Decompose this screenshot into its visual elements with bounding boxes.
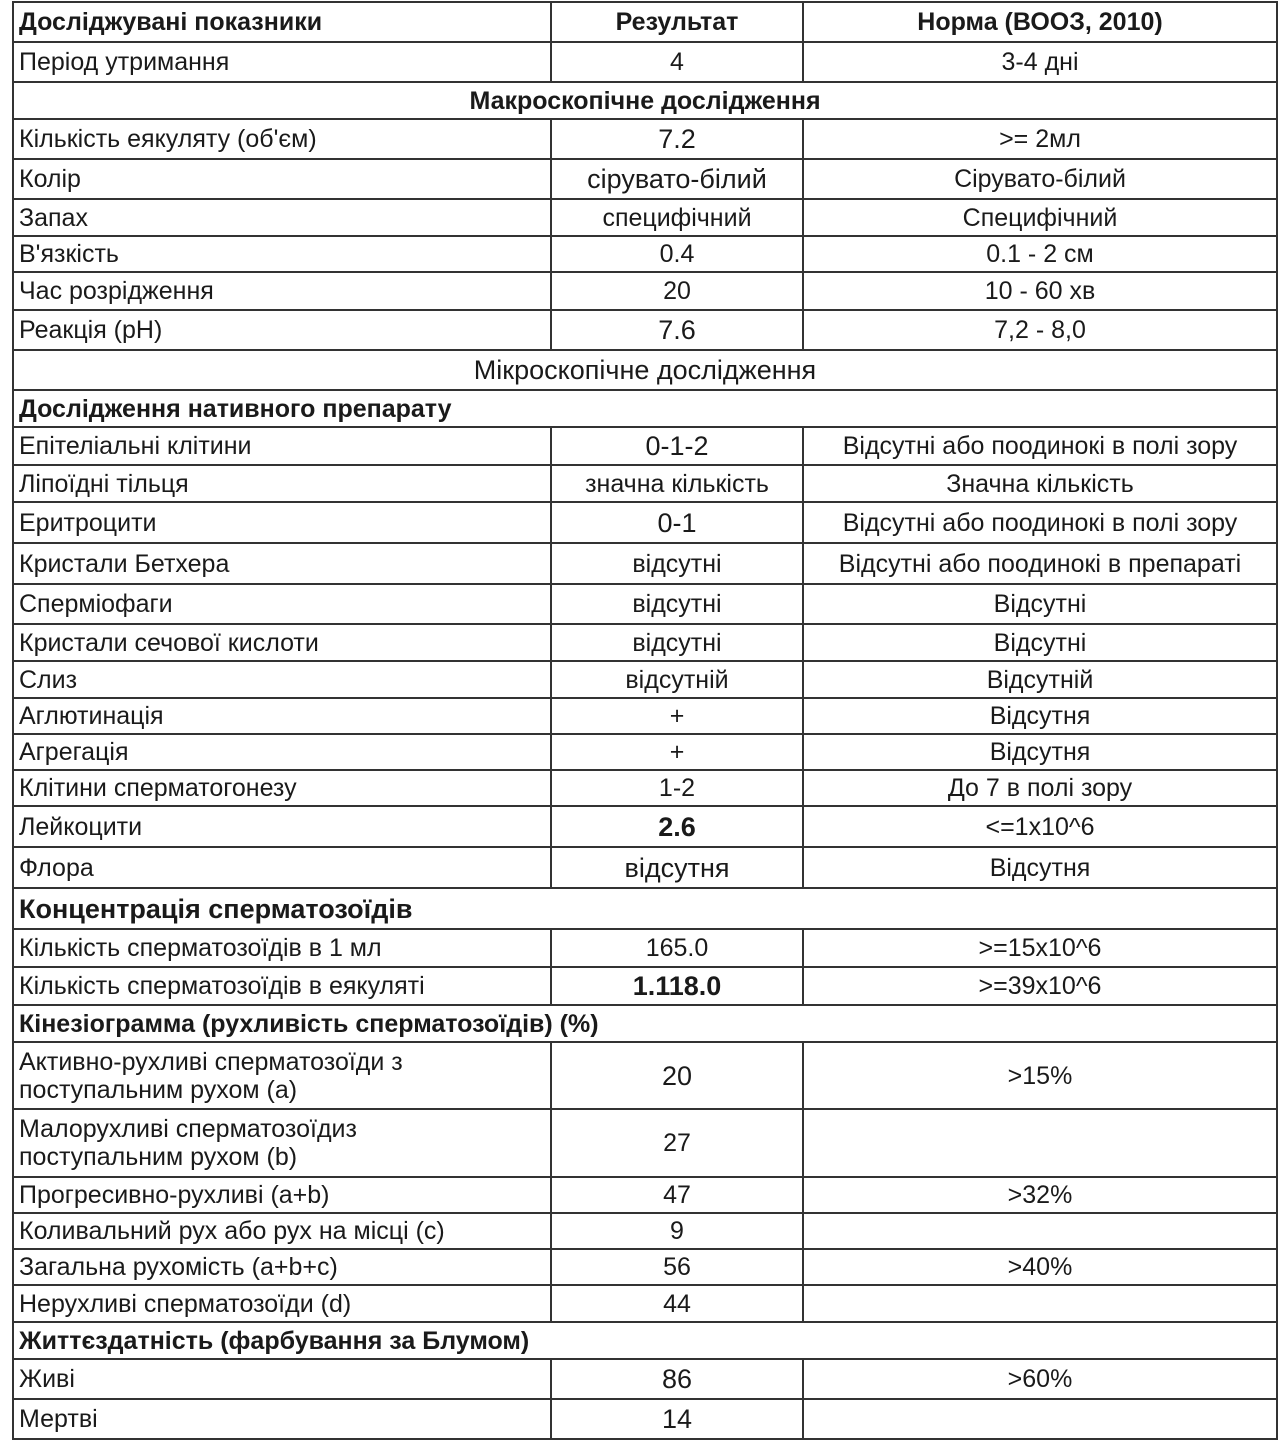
table-row bbox=[13, 967, 1277, 1005]
row-result: 0-1-2 bbox=[551, 427, 803, 465]
row-norm: Відсутні bbox=[803, 584, 1277, 624]
row-name: Ліпоїдні тільця bbox=[13, 465, 551, 502]
row-norm: >60% bbox=[803, 1359, 1277, 1399]
table-row bbox=[13, 847, 1277, 888]
row-result: 44 bbox=[551, 1285, 803, 1322]
row-result: 1-2 bbox=[551, 770, 803, 806]
table-row bbox=[13, 465, 1277, 502]
table-row bbox=[13, 502, 1277, 543]
header-result: Результат bbox=[551, 2, 803, 42]
table-row bbox=[13, 1359, 1277, 1399]
row-name: Агрегація bbox=[13, 734, 551, 770]
row-result: 9 bbox=[551, 1213, 803, 1249]
row-name: Еритроцити bbox=[13, 502, 551, 543]
row-name: Реакція (pH) bbox=[13, 310, 551, 350]
table-row bbox=[13, 1285, 1277, 1322]
table-row bbox=[13, 1042, 1277, 1109]
row-norm: До 7 в полі зору bbox=[803, 770, 1277, 806]
row-name: Живі bbox=[13, 1359, 551, 1399]
table-row bbox=[13, 584, 1277, 624]
table-row bbox=[13, 310, 1277, 350]
table-row bbox=[13, 543, 1277, 584]
row-name: Мертві bbox=[13, 1399, 551, 1439]
row-name: Запах bbox=[13, 199, 551, 236]
table-row bbox=[13, 1399, 1277, 1439]
row-result: 14 bbox=[551, 1399, 803, 1439]
section-viability bbox=[13, 1322, 1277, 1359]
row-name: Коливальний рух або рух на місці (c) bbox=[13, 1213, 551, 1249]
header-row bbox=[13, 2, 1277, 42]
section-kinesiogram bbox=[13, 1005, 1277, 1042]
table-row bbox=[13, 929, 1277, 967]
table-row bbox=[13, 236, 1277, 272]
row-norm: 3-4 дні bbox=[803, 42, 1277, 82]
section-concentration bbox=[13, 888, 1277, 929]
row-name: Загальна рухомість (a+b+c) bbox=[13, 1249, 551, 1285]
row-name: Кристали сечової кислоти bbox=[13, 624, 551, 661]
row-norm: Відсутні або поодинокі в полі зору bbox=[803, 427, 1277, 465]
row-name: В'язкість bbox=[13, 236, 551, 272]
row-result: відсутні bbox=[551, 543, 803, 584]
row-result: 56 bbox=[551, 1249, 803, 1285]
table-row bbox=[13, 1213, 1277, 1249]
section-micro-title: Мікроскопічне дослідження bbox=[13, 350, 1277, 390]
table-row bbox=[13, 734, 1277, 770]
row-name-line1: Активно-рухливі сперматозоїди з bbox=[19, 1047, 403, 1076]
row-norm bbox=[803, 1285, 1277, 1322]
row-norm: Відсутні bbox=[803, 624, 1277, 661]
section-macro bbox=[13, 82, 1277, 119]
row-result: 1.118.0 bbox=[551, 967, 803, 1005]
row-norm: Відсутня bbox=[803, 698, 1277, 734]
row-name: Кількість сперматозоїдів в еякуляті bbox=[13, 967, 551, 1005]
row-result: 27 bbox=[551, 1109, 803, 1177]
row-name: Час розрідження bbox=[13, 272, 551, 310]
table-row bbox=[13, 427, 1277, 465]
row-name: Клітини сперматогонезу bbox=[13, 770, 551, 806]
row-name: Кількість сперматозоїдів в 1 мл bbox=[13, 929, 551, 967]
table-row bbox=[13, 42, 1277, 82]
row-norm: Відсутній bbox=[803, 661, 1277, 698]
row-result: відсутні bbox=[551, 584, 803, 624]
table-row bbox=[13, 272, 1277, 310]
row-name: Аглютинація bbox=[13, 698, 551, 734]
row-result: відсутня bbox=[551, 847, 803, 888]
row-norm: >40% bbox=[803, 1249, 1277, 1285]
row-name: Слиз bbox=[13, 661, 551, 698]
row-result: 7.6 bbox=[551, 310, 803, 350]
row-norm: Відсутні або поодинокі в препараті bbox=[803, 543, 1277, 584]
table-row bbox=[13, 1249, 1277, 1285]
row-norm bbox=[803, 1213, 1277, 1249]
row-norm: >= 2мл bbox=[803, 119, 1277, 159]
row-result: 47 bbox=[551, 1177, 803, 1213]
row-norm bbox=[803, 1399, 1277, 1439]
table-row bbox=[13, 119, 1277, 159]
table-row bbox=[13, 806, 1277, 847]
row-result: відсутній bbox=[551, 661, 803, 698]
row-result: відсутні bbox=[551, 624, 803, 661]
table-row bbox=[13, 770, 1277, 806]
row-norm: <=1x10^6 bbox=[803, 806, 1277, 847]
section-native-title: Дослідження нативного препарату bbox=[13, 390, 1277, 427]
row-result: 165.0 bbox=[551, 929, 803, 967]
row-norm: 0.1 - 2 см bbox=[803, 236, 1277, 272]
row-result: сірувато-білий bbox=[551, 159, 803, 199]
row-norm: Відсутні або поодинокі в полі зору bbox=[803, 502, 1277, 543]
analysis-table bbox=[12, 1, 1278, 1440]
row-norm: >15% bbox=[803, 1042, 1277, 1109]
row-norm: Відсутня bbox=[803, 734, 1277, 770]
row-result: 0.4 bbox=[551, 236, 803, 272]
row-result: 86 bbox=[551, 1359, 803, 1399]
section-native bbox=[13, 390, 1277, 427]
row-norm bbox=[803, 1109, 1277, 1177]
row-name bbox=[13, 1109, 551, 1177]
row-result: 4 bbox=[551, 42, 803, 82]
row-result: + bbox=[551, 734, 803, 770]
section-micro bbox=[13, 350, 1277, 390]
row-norm: 10 - 60 хв bbox=[803, 272, 1277, 310]
table-row bbox=[13, 1177, 1277, 1213]
table-row bbox=[13, 199, 1277, 236]
row-result: 7.2 bbox=[551, 119, 803, 159]
row-result: 20 bbox=[551, 1042, 803, 1109]
row-norm: >=15x10^6 bbox=[803, 929, 1277, 967]
row-result: + bbox=[551, 698, 803, 734]
section-concentration-title: Концентрація сперматозоїдів bbox=[13, 888, 1277, 929]
row-name: Період утримання bbox=[13, 42, 551, 82]
row-result: специфічний bbox=[551, 199, 803, 236]
row-name: Прогресивно-рухливі (a+b) bbox=[13, 1177, 551, 1213]
row-norm: Значна кількість bbox=[803, 465, 1277, 502]
row-name: Сперміофаги bbox=[13, 584, 551, 624]
table-row bbox=[13, 698, 1277, 734]
row-norm: Відсутня bbox=[803, 847, 1277, 888]
row-result: значна кількість bbox=[551, 465, 803, 502]
row-name-line2: поступальним рухом (b) bbox=[19, 1143, 298, 1171]
row-name-line1: Малорухливі сперматозоїдиз bbox=[19, 1115, 357, 1143]
header-name: Досліджувані показники bbox=[13, 2, 551, 42]
row-result: 2.6 bbox=[551, 806, 803, 847]
row-norm: >=39x10^6 bbox=[803, 967, 1277, 1005]
section-viability-title: Життєздатність (фарбування за Блумом) bbox=[13, 1322, 1277, 1359]
row-norm: Сірувато-білий bbox=[803, 159, 1277, 199]
table-row bbox=[13, 661, 1277, 698]
row-norm: 7,2 - 8,0 bbox=[803, 310, 1277, 350]
table-row bbox=[13, 159, 1277, 199]
row-result: 0-1 bbox=[551, 502, 803, 543]
header-norm: Норма (ВООЗ, 2010) bbox=[803, 2, 1277, 42]
section-kinesiogram-title: Кінезіограмма (рухливість сперматозоїдів) (%) bbox=[13, 1005, 1277, 1042]
row-name: Колір bbox=[13, 159, 551, 199]
row-name: Епітеліальні клітини bbox=[13, 427, 551, 465]
table-row bbox=[13, 1109, 1277, 1177]
row-name: Кількість еякуляту (об'єм) bbox=[13, 119, 551, 159]
section-macro-title: Макроскопічне дослідження bbox=[13, 82, 1277, 119]
row-name: Лейкоцити bbox=[13, 806, 551, 847]
row-name: Кристали Бетхера bbox=[13, 543, 551, 584]
row-name-line2: поступальним рухом (a) bbox=[19, 1075, 298, 1104]
row-name bbox=[13, 1042, 551, 1109]
row-name: Флора bbox=[13, 847, 551, 888]
row-result: 20 bbox=[551, 272, 803, 310]
row-name: Нерухливі сперматозоїди (d) bbox=[13, 1285, 551, 1322]
table-row bbox=[13, 624, 1277, 661]
row-norm: >32% bbox=[803, 1177, 1277, 1213]
row-norm: Специфічний bbox=[803, 199, 1277, 236]
